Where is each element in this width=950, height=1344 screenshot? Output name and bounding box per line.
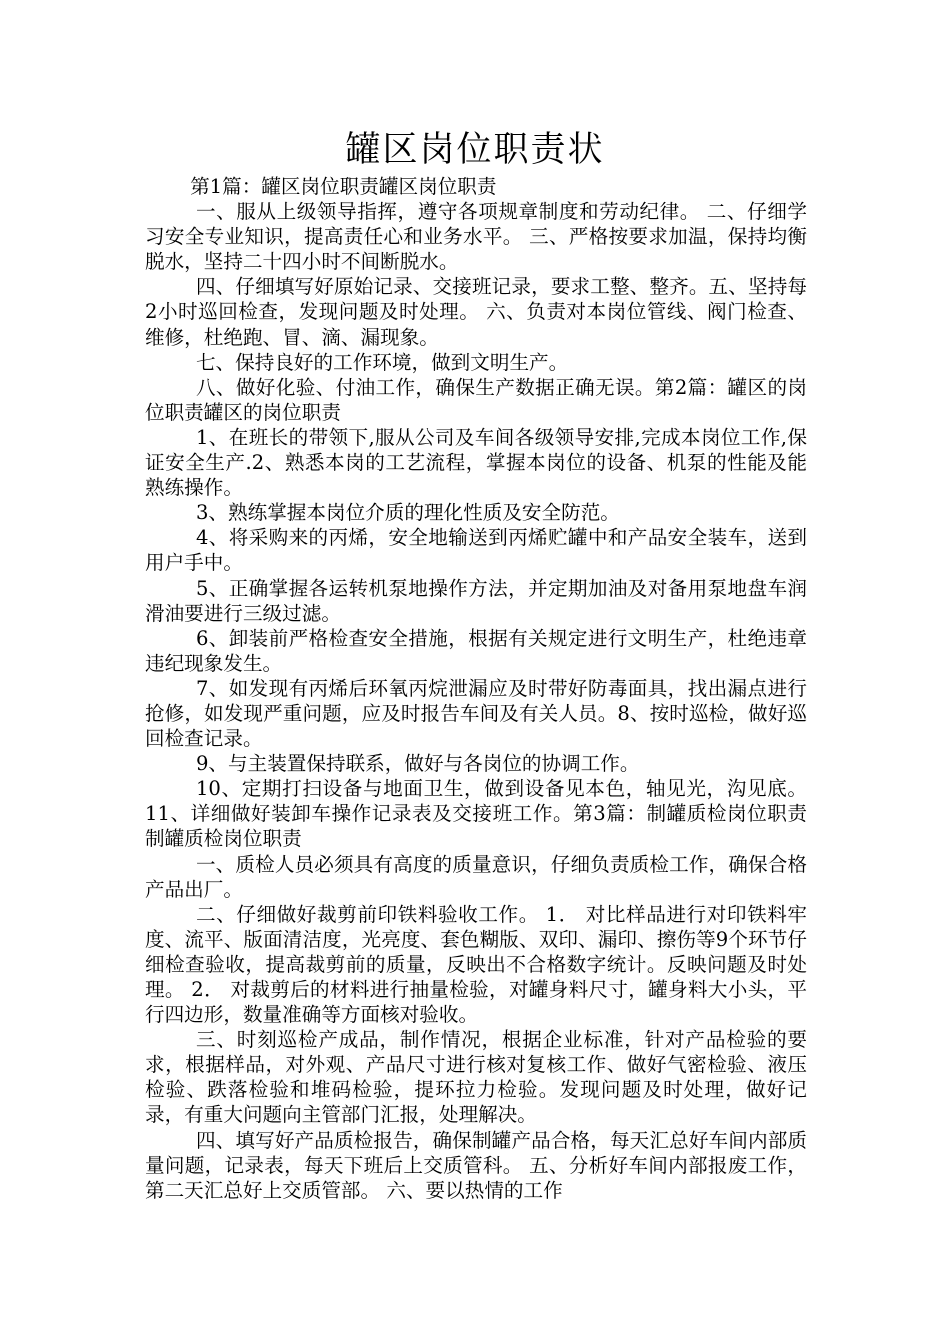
paragraph: 7、如发现有丙烯后环氧丙烷泄漏应及时带好防毒面具，找出漏点进行抢修，如发现严重问题，应及时报告车间及有关人员。8、按时巡检，做好巡回检查记录。 (145, 676, 807, 751)
paragraph: 5、正确掌握各运转机泵地操作方法，并定期加油及对备用泵地盘车润滑油要进行三级过滤。 (145, 576, 807, 625)
paragraph: 第1篇：罐区岗位职责罐区岗位职责 (190, 175, 497, 198)
paragraph: 9、与主装置保持联系，做好与各岗位的协调工作。 (195, 752, 640, 776)
paragraph: 10、定期打扫设备与地面卫生，做到设备见本色，轴见光，沟见底。 11、详细做好装卸车操作记录表及交接班工作。第3篇：制罐质检岗位职责制罐质检岗位职责 (145, 777, 807, 851)
paragraph: 七、保持良好的工作环境，做到文明生产。 (195, 350, 569, 374)
paragraph: 一、服从上级领导指挥，遵守各项规章制度和劳动纪律。 二、仔细学习安全专业知识，提高责任心和业务水平。 三、严格按要求加温，保持均衡脱水，坚持二十四小时不间断脱水。 (145, 200, 807, 274)
document-body (145, 174, 807, 1203)
paragraph: 四、仔细填写好原始记录、交接班记录，要求工整、整齐。五、坚持每2小时巡回检查，发现问题及时处理。 六、负责对本岗位管线、阀门检查、维修，杜绝跑、冒、滴、漏现象。 (145, 275, 807, 349)
paragraph: 八、做好化验、付油工作，确保生产数据正确无误。第2篇：罐区的岗位职责罐区的岗位职责 (145, 375, 807, 424)
paragraph: 6、卸装前严格检查安全措施，根据有关规定进行文明生产，杜绝违章违纪现象发生。 (145, 626, 807, 675)
paragraph: 四、填写好产品质检报告，确保制罐产品合格，每天汇总好车间内部质量问题，记录表，每天下班后上交质管科。 五、分析好车间内部报废工作，第二天汇总好上交质管部。 六、要以热情的工作 (145, 1128, 807, 1202)
paragraph: 3、熟练掌握本岗位介质的理化性质及安全防范。 (195, 501, 620, 525)
paragraph: 1、在班长的带领下,服从公司及车间各级领导安排,完成本岗位工作,保证安全生产.2、熟悉本岗的工艺流程，掌握本岗位的设备、机泵的性能及能熟练操作。 (145, 425, 807, 500)
paragraph: 一、质检人员必须具有高度的质量意识，仔细负责质检工作，确保合格产品出厂。 (145, 852, 807, 901)
paragraph: 二、仔细做好裁剪前印铁料验收工作。 1． 对比样品进行对印铁料牢度、流平、版面清洁度，光亮度、套色糊版、双印、漏印、擦伤等9个环节仔细检查验收，提高裁剪前的质量，反映出不合格数字统计。反映问题及时处理。 2． 对裁剪后的材料进行抽量检验，对罐身料尺寸，罐身料大小头，平行四边形，数量准确等方面核对验收。 (145, 902, 807, 1027)
document-title: 罐区岗位职责状 (345, 130, 605, 170)
paragraph: 4、将采购来的丙烯，安全地输送到丙烯贮罐中和产品安全装车，送到用户手中。 (145, 526, 807, 575)
paragraph: 三、时刻巡检产成品，制作情况，根据企业标准，针对产品检验的要求，根据样品，对外观、产品尺寸进行核对复核工作、做好气密检验、液压检验、跌落检验和堆码检验，提环拉力检验。发现问题及时处理，做好记录，有重大问题向主管部门汇报，处理解决。 (145, 1028, 807, 1127)
